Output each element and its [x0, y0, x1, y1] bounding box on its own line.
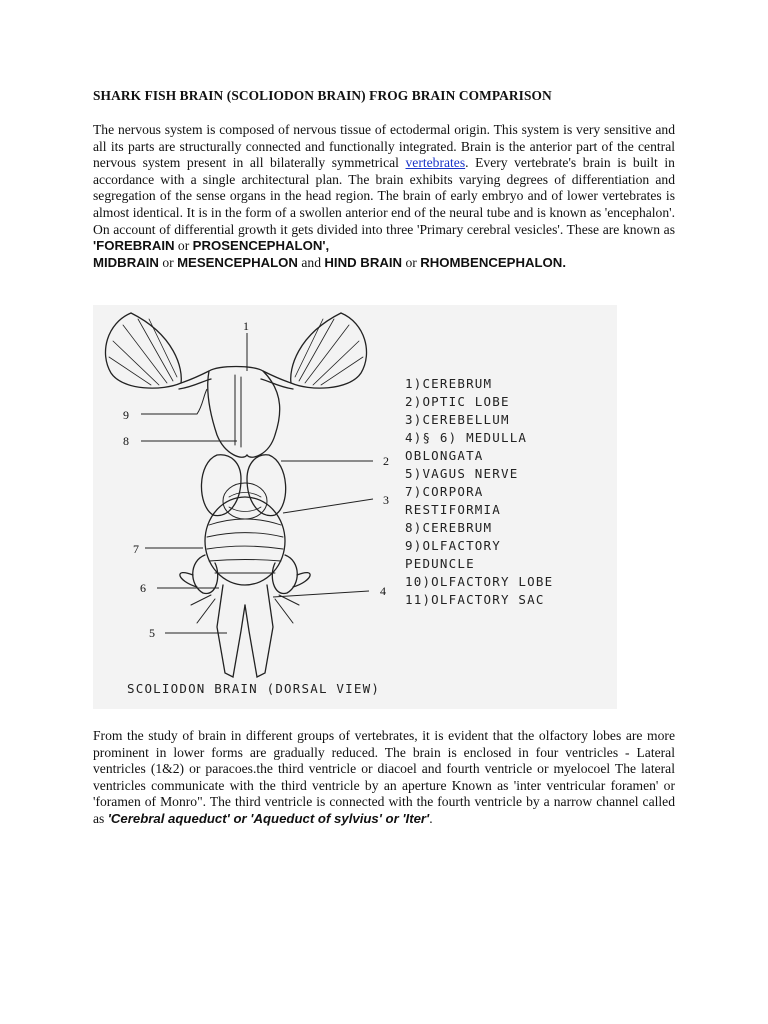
callout-number: 6: [140, 581, 146, 595]
conjunction: or: [402, 254, 421, 270]
term-forebrain: 'FOREBRAIN: [93, 238, 175, 254]
vagus-nerve-right: [293, 573, 310, 587]
callout-number: 8: [123, 434, 129, 448]
scoliodon-brain-figure: [93, 305, 617, 709]
callout-lines: [141, 333, 373, 633]
conjunction: or: [158, 254, 178, 270]
legend-item: 9)OLFACTORY: [405, 538, 501, 553]
vertebrates-link[interactable]: vertebrates: [405, 155, 466, 171]
conjunction: or: [174, 238, 193, 254]
callout-number: 7: [133, 542, 139, 556]
legend-item: 10)OLFACTORY LOBE: [405, 574, 554, 589]
page-title: SHARK FISH BRAIN (SCOLIODON BRAIN) FROG BRAIN COMPARISON: [93, 88, 552, 103]
legend-item: 5)VAGUS NERVE: [405, 466, 519, 481]
medulla-oblongata: [217, 585, 245, 677]
legend-item: 2)OPTIC LOBE: [405, 394, 510, 409]
intro-text-cont: . Every vertebrate's brain is built in accordance with a single architectural plan. The brain exhibits varying degrees of differentiation and segregation of the sense organs in the head region. The brain of early embryo and of lower vertebrates is almost identical. It is in the form of a swollen anterior end of the neural tube and is known as 'encephalon'. On account of differential growth it gets divided into three 'Primary cerebral vesicles'. These are known as: [93, 155, 675, 237]
term-rhombencephalon: RHOMBENCEPHALON.: [420, 254, 566, 270]
legend-item: 1)CEREBRUM: [405, 376, 493, 391]
left-olfactory-sac: [105, 313, 181, 388]
conjunction: and: [297, 254, 325, 270]
term-midbrain: MIDBRAIN: [93, 254, 159, 270]
legend-item: 4)§ 6) MEDULLA: [405, 430, 528, 445]
callout-number: 9: [123, 408, 129, 422]
term-cerebral-aqueduct: 'Cerebral aqueduct' or 'Aqueduct of sylvius' or 'Iter': [107, 810, 430, 826]
brain-drawing: [105, 313, 366, 677]
callout-number: 5: [149, 626, 155, 640]
figure-caption: SCOLIODON BRAIN (DORSAL VIEW): [127, 681, 381, 696]
callout-number: 3: [383, 493, 389, 507]
ventricles-text-end: .: [429, 810, 433, 826]
legend-item: RESTIFORMIA: [405, 502, 501, 517]
term-prosencephalon: PROSENCEPHALON',: [192, 238, 330, 254]
brain-diagram: [93, 305, 617, 709]
legend-item: 3)CEREBELLUM: [405, 412, 510, 427]
intro-text: The nervous system is composed of nervous tissue of ectodermal origin. This system is very sensitive and all its parts are structurally connected and functionally integrated. Brain is the anterior part of the central nervous system present in all bilaterally symmetrical: [93, 122, 675, 171]
legend-item: 11)OLFACTORY SAC: [405, 592, 545, 607]
legend-item: PEDUNCLE: [405, 556, 475, 571]
term-mesencephalon: MESENCEPHALON: [177, 254, 298, 270]
figure-legend: [405, 376, 553, 607]
ventricles-paragraph: [93, 728, 675, 828]
ventricles-text: From the study of brain in different groups of vertebrates, it is evident that the olfactory lobes are more prominent in lower forms are gradually reduced. The brain is enclosed in four ventricles - Lateral ventricles (1&2) or paracoes.the third ventricle or diacoel and fourth ventricle or myelocoel The lateral ventricles communicate with the third ventricle by an aperture Known as 'inter ventricular foramen' or 'foramen of Monro". The third ventricle is connected with the fourth ventricle by a narrow channel called as: [93, 728, 675, 826]
right-olfactory-sac: [291, 313, 367, 388]
callout-number: 4: [380, 584, 386, 598]
callout-number: 1: [243, 319, 249, 333]
term-hind-brain: HIND BRAIN: [324, 254, 403, 270]
vagus-nerve-left: [180, 573, 197, 587]
callout-number: 2: [383, 454, 389, 468]
intro-paragraph: [93, 122, 675, 271]
cerebellum: [205, 497, 285, 585]
cerebrum: [208, 367, 280, 458]
legend-item: OBLONGATA: [405, 448, 484, 463]
legend-item: 8)CEREBRUM: [405, 520, 493, 535]
legend-item: 7)CORPORA: [405, 484, 484, 499]
